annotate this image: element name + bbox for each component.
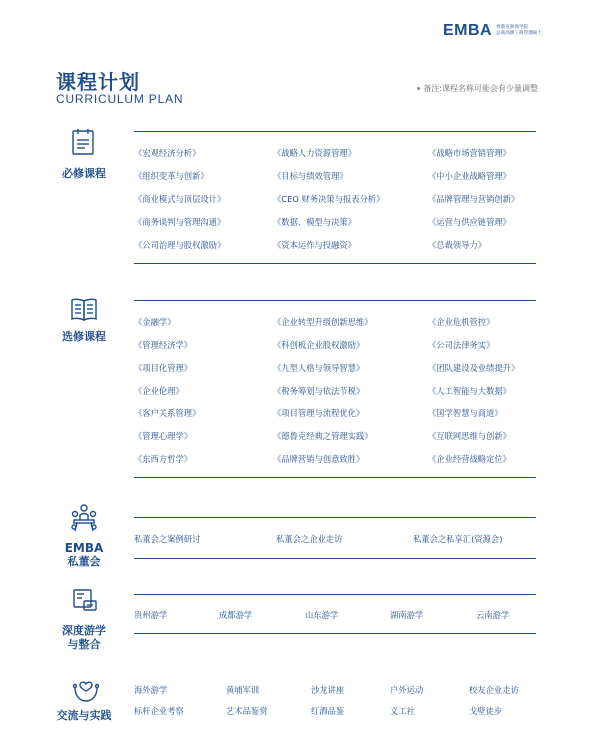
practice-item: 沙龙讲座	[311, 685, 345, 695]
course-item: 《金融学》	[134, 317, 176, 327]
course-item: 《商务谈判与管理沟通》	[134, 217, 226, 227]
course-item: 《公司法律务实》	[428, 340, 495, 350]
divider	[134, 594, 536, 595]
divider	[134, 263, 536, 264]
course-item: 《总裁领导力》	[428, 240, 487, 250]
practice-item: 校友企业走访	[469, 685, 519, 695]
practice-item: 艺术品鉴赏	[226, 706, 268, 716]
page-title: 课程计划	[56, 70, 140, 94]
course-item: 《德鲁克经典之管理实践》	[273, 431, 373, 441]
logo-sub-line-2: 总裁高级工商管理硕士	[496, 31, 542, 36]
tour-item: 山东游学	[305, 610, 339, 620]
course-item: 《战略市场营销管理》	[428, 148, 511, 158]
course-item: 《团队建设及业绩提升》	[428, 363, 520, 373]
course-item: 《客户关系管理》	[134, 408, 201, 418]
course-item: 《税务筹划与依法节税》	[273, 386, 365, 396]
practice-item: 标杆企业考察	[134, 706, 184, 716]
practice-item: 义工社	[390, 706, 415, 716]
note	[417, 83, 538, 94]
presentation-icon	[72, 588, 98, 614]
course-item: 《互联网思维与创新》	[428, 431, 511, 441]
divider	[134, 131, 536, 132]
board-item: 私董会之案例研讨	[134, 534, 201, 544]
practice-item: 海外游学	[134, 685, 168, 695]
course-item: 《公司治理与股权激励》	[134, 240, 226, 250]
divider	[134, 517, 536, 518]
divider	[134, 633, 536, 634]
tour-label-1: 深度游学	[62, 624, 106, 637]
course-item: 《项目管理与流程优化》	[273, 408, 365, 418]
tour-item: 成都游学	[219, 610, 253, 620]
board-label-2: 私董会	[67, 555, 101, 568]
course-item: 《九型人格与领导智慧》	[273, 363, 365, 373]
required-label: 必修课程	[62, 167, 106, 180]
course-item: 《品牌管理与营销创新》	[428, 194, 520, 204]
course-item: 《CEO 财务决策与报表分析》	[273, 194, 385, 204]
course-item: 《管理心理学》	[134, 431, 193, 441]
divider	[134, 477, 536, 478]
course-item: 《商业模式与顶层设计》	[134, 194, 226, 204]
tour-item: 贵州游学	[134, 610, 168, 620]
course-item: 《科创板企业股权激励》	[273, 340, 365, 350]
board-item: 私董会之企业走访	[276, 534, 343, 544]
course-item: 《项目化管理》	[134, 363, 193, 373]
bullet-icon	[417, 87, 420, 90]
practice-label: 交流与实践	[56, 709, 112, 722]
emba-logo	[443, 22, 542, 40]
practice-item: 户外运动	[390, 685, 424, 695]
course-item: 《运营与供应链管理》	[428, 217, 511, 227]
course-item: 《战略人力资源管理》	[273, 148, 356, 158]
course-item: 《目标与绩效管理》	[273, 171, 348, 181]
course-item: 《管理经济学》	[134, 340, 193, 350]
practice-item: 红酒品鉴	[311, 706, 345, 716]
course-item: 《数据、模型与决策》	[273, 217, 356, 227]
course-item: 《企业伦理》	[134, 386, 184, 396]
note-text: 备注:课程名称可能会有少量调整	[423, 84, 538, 93]
course-item: 《国学智慧与商道》	[428, 408, 503, 418]
course-item: 《宏观经济分析》	[134, 148, 201, 158]
logo-text: EMBA	[442, 22, 493, 39]
course-item: 《东西方哲学》	[134, 454, 193, 464]
book-icon	[70, 297, 96, 323]
course-item: 《企业转型升级创新思维》	[273, 317, 373, 327]
practice-item: 黄埔军训	[226, 685, 260, 695]
tour-label-2: 与整合	[67, 638, 101, 651]
page-subtitle: CURRICULUM PLAN	[56, 92, 184, 106]
course-item: 《组织变革与创新》	[134, 171, 209, 181]
course-item: 《企业危机管控》	[428, 317, 495, 327]
board-item: 私董会之私享汇(资源会)	[413, 534, 503, 544]
divider	[134, 300, 536, 301]
logo-subtitle	[496, 25, 542, 37]
practice-item: 戈壁徒步	[469, 706, 503, 716]
course-item: 《中小企业战略管理》	[428, 171, 511, 181]
tour-item: 云南游学	[476, 610, 510, 620]
course-item: 《资本运作与投融资》	[273, 240, 356, 250]
elective-label: 选修课程	[62, 330, 106, 343]
board-label-1: EMBA	[64, 541, 104, 555]
divider	[134, 558, 536, 559]
meeting-icon	[70, 503, 98, 533]
logo-sub-line-1: 香港亚洲商学院	[496, 25, 529, 30]
course-item: 《品牌营销与创意致胜》	[273, 454, 365, 464]
heart-hands-icon	[72, 676, 100, 704]
tour-item: 湖南游学	[390, 610, 424, 620]
course-item: 《人工智能与大数据》	[428, 386, 511, 396]
course-item: 《企业经营战略定位》	[428, 454, 511, 464]
document-icon	[70, 128, 96, 154]
